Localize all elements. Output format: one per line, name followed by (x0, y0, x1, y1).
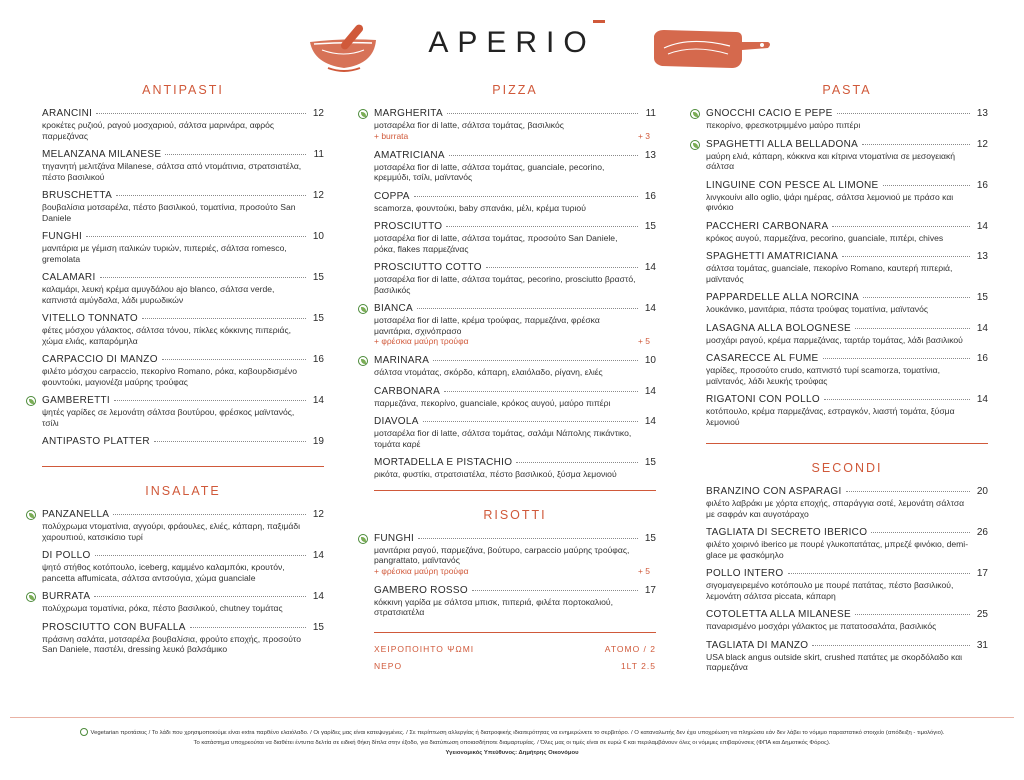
menu-item (374, 108, 656, 142)
menu-item-row (42, 550, 324, 562)
menu-item-description: μοτσαρέλα fior di latte, σάλτσα τομάτας, σαλάμι Νάπολης πικάντικο, τομάτα καρέ (374, 428, 632, 449)
menu-item-description: τηγανητή μελιτζάνα Milanese, σάλτσα από ντομάτινια, στρατσιατέλα, πέστο βασιλικού (42, 161, 302, 182)
dot-leader (417, 308, 638, 309)
extra-price: + 5 (637, 336, 650, 346)
menu-item (42, 108, 324, 141)
menu-item-description: μοτσαρέλα fior di latte, σάλτσα τομάτας, guanciale, pecorino, κρεμμύδι, τσίλι, μαϊντανός (374, 161, 605, 182)
menu-item-price: 14 (312, 591, 324, 602)
menu-item-row (374, 150, 656, 162)
menu-item-price: 12 (312, 108, 324, 119)
menu-item-row (374, 386, 656, 398)
menu-item-price: 25 (976, 609, 988, 620)
menu-item (42, 591, 324, 614)
menu-item-name: MARINARA (374, 355, 430, 366)
menu-item (42, 313, 324, 346)
risotti-list (374, 533, 656, 618)
menu-item (42, 149, 324, 182)
menu-item (706, 609, 988, 632)
menu-item-name: BRANZINO CON ASPARAGI (706, 486, 842, 497)
menu-item-description: USA black angus outside skirt, crushed πατάτες με σκορδόλαδο και παρμεζάνα (706, 651, 963, 672)
pasta-list (706, 108, 988, 427)
menu-item-description: μοτσαρέλα fior di latte, σάλτσα τομάτας, pecorino, prosciutto βραστό, βασιλικός (374, 274, 636, 295)
menu-item-row (706, 251, 988, 263)
menu-item-name: BRUSCHETTA (42, 190, 113, 201)
footer-divider (10, 717, 1014, 718)
extras (374, 639, 656, 673)
menu-item-row (706, 323, 988, 335)
menu-item (42, 354, 324, 387)
menu-item-name: MARGHERITA (374, 108, 443, 119)
menu-item (706, 353, 988, 386)
dot-leader (113, 514, 306, 515)
menu-item (42, 395, 324, 428)
menu-item (706, 180, 988, 213)
menu-item-row (374, 416, 656, 428)
brand-logo (0, 26, 1024, 60)
water-label: ΝΕΡΟ (374, 660, 403, 671)
menu-item-row (706, 527, 988, 539)
brand-name: APERIO (428, 26, 596, 59)
menu-item-name: ARANCINI (42, 108, 93, 119)
menu-item-description: μοτσαρέλα fior di latte, σάλτσα τομάτας, βασιλικός (374, 120, 564, 130)
menu-item-row (42, 313, 324, 325)
menu-item-price: 14 (644, 385, 656, 397)
menu-item-description: λουκάνικο, μανιτάρια, πάστα τρούφας τοματίνια, μαϊντανός (706, 304, 929, 314)
menu-item (42, 509, 324, 542)
menu-item-name: BURRATA (42, 591, 91, 602)
menu-item-price: 13 (976, 108, 988, 119)
menu-item (374, 191, 656, 214)
menu-item-name: ANTIPASTO PLATTER (42, 436, 150, 447)
vegetarian-icon (358, 356, 368, 366)
menu-item-description: καλαμάρι, λευκή κρέμα αμυγδάλου ajo blanco, σάλτσα verde, καπνιστά αμύγδαλα, λάδι μυρωδικών (42, 284, 275, 305)
menu-item-row (706, 139, 988, 151)
menu-item-name: VITELLO TONNATO (42, 313, 139, 324)
menu-item-price: 17 (976, 568, 988, 579)
menu-item-price: 11 (645, 108, 656, 119)
dot-leader (842, 256, 970, 257)
menu-item-description: ρικότα, φυστίκι, στρατσιατέλα, πέστο βασιλικού, ξύσμα λεμονιού (374, 469, 617, 479)
extra-price: + 3 (637, 130, 650, 141)
menu-item-row (374, 533, 656, 545)
menu-item-description: πράσινη σαλάτα, μοτσαρέλα βουβαλίσια, φρούτο εποχής, προσούτο San Daniele, παστέλι, dressing λευκό βαλσάμικο (42, 633, 301, 654)
section-title-insalate: INSALATE (145, 484, 221, 498)
menu-item-name: COTOLETTA ALLA MILANESE (706, 609, 851, 620)
menu-item-name: TAGLIATA DI MANZO (706, 639, 809, 651)
menu-item (42, 550, 324, 583)
menu-item (374, 150, 656, 183)
menu-item-extra (374, 566, 656, 577)
menu-item-extra (374, 336, 656, 347)
menu-item-row (706, 180, 988, 192)
dot-leader (95, 555, 306, 556)
menu-item-row (374, 585, 656, 597)
bread-label: ΧΕΙΡΟΠΟΙΗΤΟ ΨΩΜΙ (374, 643, 475, 654)
footer-notes (10, 728, 1014, 759)
water-row (374, 659, 656, 673)
dot-leader (832, 226, 970, 227)
dot-leader (837, 113, 970, 114)
menu-item-description: παναρισμένο μοσχάρι γάλακτος με πατατοσαλάτα, βασιλικός (706, 621, 937, 631)
vegetarian-icon (26, 510, 36, 520)
menu-item-price: 14 (312, 550, 324, 561)
column-right (706, 72, 988, 673)
extra-label: + burrata (374, 130, 409, 141)
column-left (42, 72, 324, 655)
menu-item-description: φέτες μόσχου γάλακτος, σάλτσα τόνου, πίκλες κόκκινης πιπεριάς, χώμα ελιάς, καπαρόμηλα (42, 325, 292, 346)
menu-item-price: 15 (644, 221, 656, 232)
dot-leader (516, 462, 638, 463)
menu-item-price: 14 (312, 395, 324, 406)
menu-item (42, 231, 324, 264)
menu-item (706, 486, 988, 519)
menu-item-description: σάλτσα ντομάτας, σκόρδο, κάπαρη, ελαιόλαδο, ρίγανη, ελιές (374, 367, 603, 377)
pizza-list (374, 108, 656, 480)
dot-leader (165, 154, 306, 155)
menu-item-price: 14 (976, 322, 988, 334)
menu-item (374, 585, 656, 618)
menu-item-row (706, 609, 988, 621)
menu-item-row (374, 221, 656, 233)
menu-item-price: 14 (976, 220, 988, 232)
dot-leader (86, 236, 306, 237)
menu-item-description: σάλτσα τομάτας, guanciale, πεκορίνο Romano, καυτερή πιπεριά, μαϊντανός (706, 263, 953, 284)
menu-item (374, 386, 656, 409)
menu-item-price: 15 (312, 621, 324, 633)
menu-item-name: FUNGHI (374, 532, 415, 544)
dot-leader (418, 538, 638, 539)
dot-leader (863, 297, 970, 298)
menu-item-price: 16 (976, 353, 988, 364)
notes-line-2: Το κατάστημα υποχρεούται να διαθέτει έντυπα δελτία σε ειδική θήκη δίπλα στην έξοδο, για διατύπωση οποιασδήποτε διαμαρτυρίας. / Όλες μας οι τιμές είναι σε ευρώ € και περιλαμβάνουν όλες οι νόμιμες επιβαρύνσεις (ΦΠΑ και Δημοτικός Φόρος). (193, 740, 831, 746)
menu-item-price: 14 (644, 262, 656, 273)
menu-item-description: κόκκινη γαρίδα με σάλτσα μπισκ, πιπεριά, φιλέτα πορτοκαλιού, στρατσιατέλα (374, 596, 613, 617)
menu-item-name: DIAVOLA (374, 416, 419, 427)
bread-row (374, 639, 656, 659)
menu-item-price: 31 (976, 639, 988, 651)
menu-item-row (706, 568, 988, 580)
section-title-antipasti: ANTIPASTI (142, 83, 224, 97)
insalate-list (42, 509, 324, 655)
extra-label: + φρέσκια μαύρη τρούφα (374, 565, 469, 576)
menu-item-row (706, 292, 988, 304)
menu-item (42, 622, 324, 655)
menu-item-price: 14 (644, 303, 656, 314)
water-price: 1LT 2.5 (620, 660, 656, 671)
menu-item-name: MELANZANA MILANESE (42, 149, 162, 160)
dot-leader (190, 627, 306, 628)
menu-item-row (374, 191, 656, 203)
dot-leader (823, 358, 970, 359)
vegetarian-icon (690, 140, 700, 150)
dot-leader (414, 196, 638, 197)
section-title-risotti: RISOTTI (483, 507, 547, 522)
menu-item-name: GAMBERETTI (42, 395, 111, 406)
cutting-board-icon (650, 26, 774, 72)
menu-item-price: 10 (312, 231, 324, 242)
menu-item-description: παρμεζάνα, πεκορίνο, guanciale, κρόκος αυγού, μαύρο πιπέρι (374, 397, 611, 408)
menu-item (42, 436, 324, 448)
menu-item-row (706, 394, 988, 406)
menu-item-description: φιλέτο μόσχου carpaccio, πεκορίνο Romano, ρόκα, καβουρδισμένο φουντούκι, μαγιονέζα μαύρης τρούφας (42, 366, 297, 387)
menu-item-name: MORTADELLA E PISTACHIO (374, 457, 513, 468)
menu-item-row (706, 486, 988, 498)
menu-item-name: AMATRICIANA (374, 149, 445, 161)
menu-item (706, 323, 988, 346)
menu-item-name: BIANCA (374, 303, 414, 314)
dot-leader (444, 391, 638, 392)
vegetarian-icon (358, 534, 368, 544)
menu-item (42, 272, 324, 305)
menu-item-description: ψητό στήθος κοτόπουλο, iceberg, καμμένο καλαμπόκι, κρουτόν, pancetta affumicata, σάλτσα αντσούγια, χώμα guanciale (42, 562, 285, 583)
menu-item-description: ψητές γαρίδες σε λεμονάτη σάλτσα βουτύρου, φρέσκος μαϊντανός, τσίλι (42, 407, 295, 428)
notes-responsible: Υγειονομικός Υπεύθυνος: Δημήτρης Οικονόμου (445, 750, 579, 756)
menu-item-row (42, 395, 324, 407)
menu-item-description: φιλέτο λαβράκι με χόρτα εποχής, σπαράγγια σοτέ, λεμονάτη σάλτσα με σαφράν και αυγοτάραχο (706, 498, 965, 519)
menu-item-description: κρόκος αυγού, παρμεζάνα, pecorino, guanciale, πιπέρι, chives (706, 232, 944, 243)
menu-item (706, 139, 988, 172)
antipasti-list (42, 108, 324, 448)
menu-item-description: γαρίδες, προσούτο crudo, καπνιστό τυρί scamorza, τοματίνια, μαϊντανός, λάδι λευκής τρούφας (706, 365, 940, 386)
menu-item-price: 15 (644, 457, 656, 468)
dot-leader (862, 144, 970, 145)
dot-leader (486, 267, 638, 268)
menu-item-price: 13 (976, 251, 988, 262)
menu-item (706, 568, 988, 601)
dot-leader (788, 573, 970, 574)
menu-item-row (374, 108, 656, 120)
menu-item (374, 416, 656, 449)
dot-leader (855, 614, 970, 615)
dot-leader (423, 421, 638, 422)
menu-item-name: COPPA (374, 190, 410, 202)
menu-item-row (374, 262, 656, 274)
menu-item-row (42, 591, 324, 603)
menu-item (374, 303, 656, 347)
menu-item-name: GAMBERO ROSSO (374, 584, 468, 596)
menu-item-row (706, 353, 988, 365)
menu-item (706, 640, 988, 673)
section-title-pizza: PIZZA (492, 83, 538, 97)
dot-leader (824, 399, 970, 400)
dot-leader (94, 596, 306, 597)
divider (42, 466, 324, 467)
extra-price: + 5 (637, 565, 650, 576)
menu-item-name: RIGATONI CON POLLO (706, 394, 820, 405)
dot-leader (96, 113, 306, 114)
menu-item-description: πολύχρωμα ντοματίνια, αγγούρι, φράουλες, ελιές, κάπαρη, παξιμάδι χαρουπιού, κατσικίσιο τυρί (42, 521, 301, 542)
menu-item-name: CALAMARI (42, 272, 96, 283)
vegetarian-icon (26, 592, 36, 602)
dot-leader (154, 441, 306, 442)
menu-item-description: λινγκουίνι allo oglio, ψάρι ημέρας, σάλτσα λεμονιού με πράσο και φινόκιο (706, 191, 954, 212)
menu-item-price: 13 (644, 149, 656, 161)
dot-leader (114, 400, 306, 401)
menu-item-price: 10 (644, 355, 656, 366)
dot-leader (449, 155, 638, 156)
vegetarian-icon (358, 109, 368, 119)
column-middle (374, 72, 656, 673)
menu-item-price: 12 (312, 190, 324, 201)
menu-item-row (42, 509, 324, 521)
dot-leader (447, 113, 638, 114)
menu-item-name: PROSCIUTTO COTTO (374, 262, 482, 273)
section-title-secondi: SECONDI (811, 461, 883, 475)
menu-item-description: scamorza, φουντούκι, baby σπανάκι, μέλι, κρέμα τυριού (374, 202, 586, 213)
divider (706, 443, 988, 444)
menu-item-price: 12 (976, 138, 988, 150)
menu-item-price: 12 (312, 509, 324, 520)
dot-leader (100, 277, 306, 278)
notes-line-1: Vegetarian προτάσεις / Το λάδι που χρησιμοποιούμε είναι extra παρθένο ελαιόλαδο. / Οι γαρίδες μας είναι κατεψυγμένες. / Σε περίπτωση αλλεργίας ή διατροφικής ιδιαιτερότητας να ενημερώνετε το σερβιτόρο. / Ο καταναλωτής δεν έχει υποχρέωση να πληρώσει εάν δεν λάβει το νόμιμο παραστατικό στοιχείο (απόδειξη - τιμολόγιο). (90, 730, 945, 736)
menu-item-price: 20 (976, 486, 988, 497)
menu-item-name: CARBONARA (374, 385, 441, 397)
menu-item (374, 355, 656, 378)
menu-item-price: 15 (312, 272, 324, 283)
menu-item-description: φιλέτο χοιρινό iberico με πουρέ γλυκοπατάτας, μπρεζέ φινόκιο, demi-glace με φασκόμηλο (706, 539, 969, 560)
menu-item-name: TAGLIATA DI SECRETO IBERICO (706, 527, 868, 538)
menu-item-name: CARPACCIO DI MANZO (42, 354, 158, 365)
menu-item-description: μανιτάρια με γέμιση ιταλικών τυριών, πιπεριές, σάλτσα romesco, gremolata (42, 243, 287, 264)
menu-item-description: μοτσαρέλα fior di latte, κρέμα τρούφας, παρμεζάνα, φρέσκα μανιτάρια, σχινόπρασο (374, 315, 600, 336)
menu-item (706, 221, 988, 244)
menu-item-description: βουβαλίσια μοτσαρέλα, πέστο βασιλικού, τοματίνια, προσούτο San Daniele (42, 202, 296, 223)
menu-item-row (374, 303, 656, 315)
menu-item-price: 26 (976, 527, 988, 538)
menu-item-row (42, 190, 324, 202)
divider (374, 632, 656, 633)
menu-item (374, 262, 656, 295)
menu-item-description: μανιτάρια ραγού, παρμεζάνα, βούτυρο, carpaccio μαύρης τρούφας, pangrattato, μαϊντανός (374, 544, 630, 565)
dot-leader (162, 359, 306, 360)
menu-item-price: 16 (976, 179, 988, 191)
menu-item-price: 14 (644, 416, 656, 427)
menu-item-price: 16 (644, 190, 656, 202)
menu-item-description: μοτσαρέλα fior di latte, σάλτσα τομάτας, προσούτο San Daniele, ρόκα, flakes παρμεζάνας (374, 233, 618, 254)
menu-item-row (42, 149, 324, 161)
menu-item-description: σιγομαγειρεμένο κοτόπουλο με πουρέ πατάτας, πέστο βασιλικού, λεμονάτη σάλτσα piccata, κάπαρη (706, 580, 954, 601)
menu-item-row (42, 436, 324, 448)
menu-item (706, 108, 988, 131)
menu-item-row (374, 355, 656, 367)
menu-item-name: PROSCIUTTO (374, 221, 443, 232)
menu-item (374, 457, 656, 480)
menu-item-price: 17 (644, 584, 656, 596)
menu-item (706, 394, 988, 427)
menu-item-name: LINGUINE CON PESCE AL LIMONE (706, 179, 879, 191)
menu-item-price: 15 (976, 292, 988, 303)
dot-leader (446, 226, 638, 227)
menu-item-name: PACCHERI CARBONARA (706, 220, 829, 232)
menu-item-name: POLLO INTERO (706, 568, 784, 579)
menu-item-description: μοσχάρι ραγού, κρέμα παρμεζάνας, ταρτάρ τομάτας, λάδι βασιλικού (706, 334, 963, 345)
menu-item (42, 190, 324, 223)
menu-item-row (42, 231, 324, 243)
menu-item-description: κροκέτες ρυζιού, ραγού μοσχαριού, σάλτσα μαρινάρα, αφρός παρμεζάνας (42, 120, 275, 141)
vegetarian-icon (690, 109, 700, 119)
menu-item-price: 14 (976, 394, 988, 405)
menu-item-price: 15 (312, 313, 324, 324)
menu-item-name: DI POLLO (42, 550, 91, 561)
dot-leader (871, 532, 970, 533)
menu-item-price: 19 (312, 436, 324, 447)
menu-item-name: PANZANELLA (42, 509, 110, 520)
menu-item-name: CASARECCE AL FUME (706, 353, 819, 364)
menu-item-name: FUNGHI (42, 231, 83, 242)
menu-item-name: GNOCCHI CACIO E PEPE (706, 108, 833, 119)
menu-item (374, 221, 656, 254)
menu-item-price: 16 (312, 354, 324, 365)
menu-item-description: μαύρη ελιά, κάπαρη, κόκκινα και κίτρινα ντοματίνια σε μεσογειακή σάλτσα (706, 150, 956, 171)
menu-item-description: πεκορίνο, φρεσκοτριμμένο μαύρο πιπέρι (706, 120, 861, 130)
menu-item-price: 11 (313, 149, 324, 160)
dot-leader (883, 185, 970, 186)
dot-leader (116, 195, 306, 196)
extra-label: + φρέσκια μαύρη τρούφα (374, 336, 469, 346)
menu-item-row (42, 622, 324, 634)
menu-item-row (706, 640, 988, 652)
menu-item-extra (374, 131, 656, 142)
menu-item-name: PROSCIUTTO CON BUFALLA (42, 621, 186, 633)
vegetarian-icon (80, 728, 88, 736)
dot-leader (142, 318, 306, 319)
menu-item (706, 292, 988, 315)
menu-item-row (42, 108, 324, 120)
menu-item (706, 527, 988, 560)
menu-item (374, 533, 656, 577)
menu-item-name: LASAGNA ALLA BOLOGNESE (706, 322, 852, 334)
menu-item-row (42, 272, 324, 284)
menu-item-row (42, 354, 324, 366)
menu-item-name: PAPPARDELLE ALLA NORCINA (706, 292, 860, 303)
menu-item-name: SPAGHETTI ALLA BELLADONA (706, 138, 859, 150)
menu-item-description: κοτόπουλο, κρέμα παρμεζάνας, εστραγκόν, λιαστή τομάτα, ξύσμα λεμονιού (706, 406, 955, 427)
dot-leader (433, 360, 638, 361)
dot-leader (846, 491, 970, 492)
section-title-pasta: PASTA (822, 83, 872, 97)
menu-item-name: SPAGHETTI AMATRICIANA (706, 251, 839, 262)
header (0, 0, 1024, 70)
menu-item-row (374, 457, 656, 469)
divider (374, 490, 656, 491)
menu-item-description: πολύχρωμα τοματίνια, ρόκα, πέστο βασιλικού, chutney τομάτας (42, 603, 283, 613)
vegetarian-icon (358, 304, 368, 314)
bread-price: ΑΤΟΜΟ / 2 (604, 643, 656, 654)
secondi-list (706, 486, 988, 673)
dot-leader (812, 645, 970, 646)
dot-leader (472, 590, 638, 591)
vegetarian-icon (26, 396, 36, 406)
menu-item-price: 15 (644, 532, 656, 544)
menu-item-row (706, 108, 988, 120)
dot-leader (855, 328, 970, 329)
menu-item (706, 251, 988, 284)
menu-item-row (706, 221, 988, 233)
